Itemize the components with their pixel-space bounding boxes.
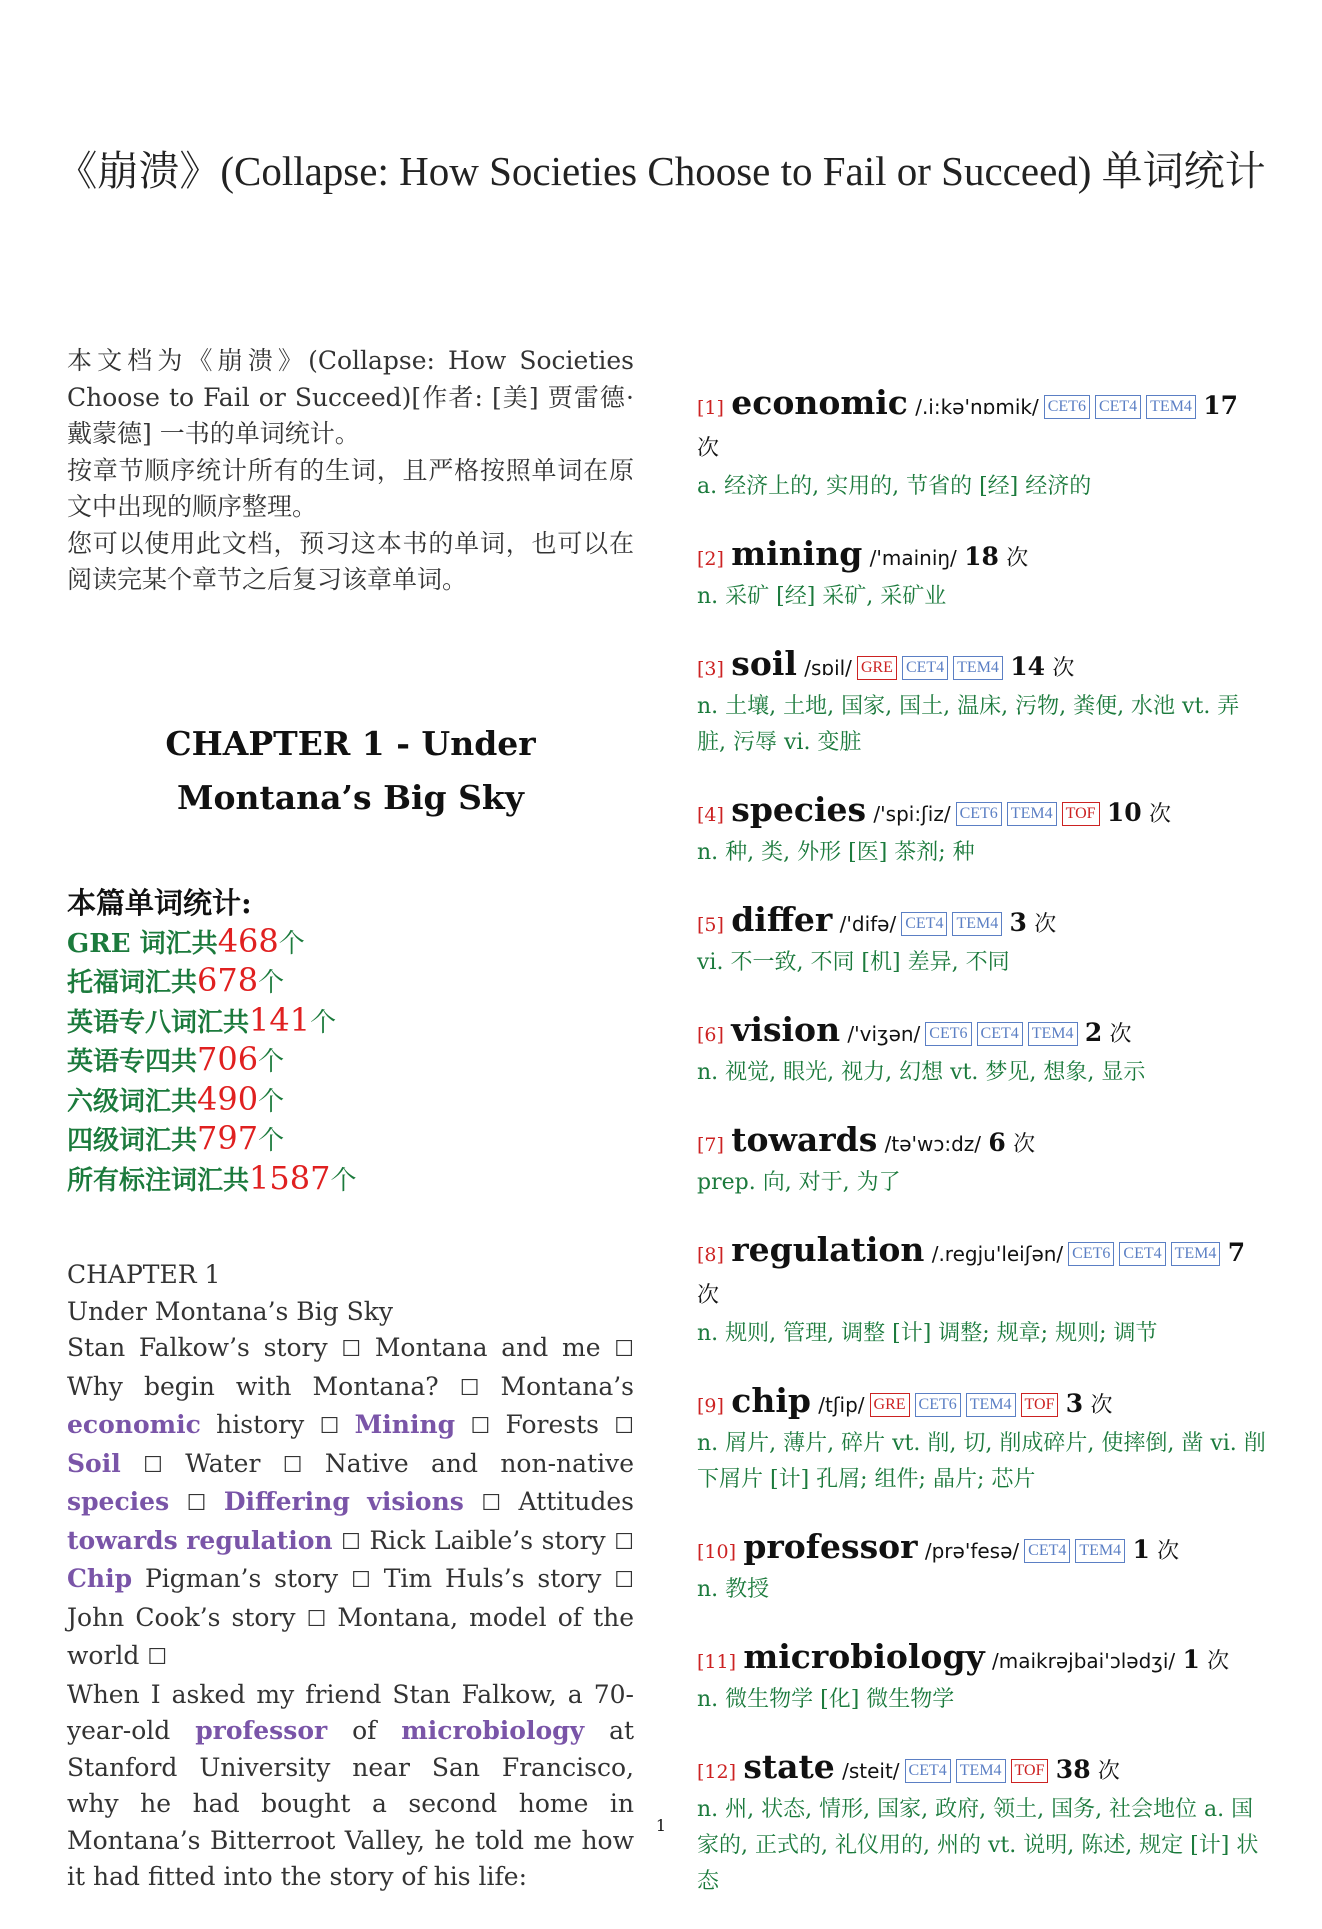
toc-item: Why begin with Montana? <box>67 1371 439 1401</box>
entry-definition: n. 采矿 [经] 采矿, 采矿业 <box>697 584 947 609</box>
entry-definition: n. 屑片, 薄片, 碎片 vt. 削, 切, 削成碎片, 使摔倒, 凿 vi. 削下屑片 [计] 孔屑; 组件; 晶片; 芯片 <box>697 1431 1266 1492</box>
vocab-entry <box>697 790 1267 871</box>
stat-label: 四级词汇共 <box>67 1126 198 1156</box>
stat-count: 706 <box>197 1040 259 1078</box>
entry-phonetic: /.i:kə'nɒmik/ <box>915 395 1039 419</box>
count-unit: 次 <box>1052 656 1075 681</box>
entry-phonetic: /prə'fesə/ <box>924 1539 1020 1563</box>
vocab-entry <box>697 534 1267 615</box>
toc-item: Montana, model of the world <box>67 1602 635 1670</box>
entry-phonetic: /steit/ <box>842 1759 900 1783</box>
vocab-entry <box>697 1120 1267 1201</box>
stat-unit: 个 <box>310 1007 337 1038</box>
box-glyph: ☐ <box>614 1568 635 1593</box>
entry-head <box>697 534 1267 579</box>
entry-definition: vi. 不一致, 不同 [机] 差异, 不同 <box>697 950 1010 975</box>
box-glyph: ☐ <box>470 1414 491 1439</box>
entry-index: [11] <box>697 1651 737 1673</box>
entry-index: [2] <box>697 548 724 570</box>
stat-line <box>67 1041 634 1081</box>
toc-item: Native and non-native <box>324 1448 634 1478</box>
vocab-entry <box>697 644 1267 761</box>
level-tag: TEM4 <box>1171 1242 1221 1266</box>
document-title: 《崩溃》(Collapse: How Societies Choose to Fail or Succeed) 单词统计 <box>56 148 1266 194</box>
chapter-heading: CHAPTER 1 - Under Montana’s Big Sky <box>165 723 536 817</box>
level-tag: CET4 <box>905 1759 951 1783</box>
highlighted-word: regulation <box>186 1525 333 1555</box>
entry-word: vision <box>731 1010 841 1049</box>
box-glyph: ☐ <box>341 1529 361 1555</box>
entry-phonetic: /'viʒən/ <box>847 1022 921 1046</box>
entry-count: 2 <box>1084 1018 1103 1047</box>
count-unit: 次 <box>1090 1393 1113 1418</box>
level-tag: TOF <box>1021 1393 1059 1417</box>
toc-item: Forests <box>505 1410 599 1439</box>
box-glyph: ☐ <box>614 1414 635 1439</box>
stat-unit: 个 <box>258 968 285 998</box>
level-tag: CET4 <box>901 912 947 936</box>
stat-line <box>67 1081 634 1121</box>
entry-index: [12] <box>697 1761 737 1783</box>
entry-index: [9] <box>697 1395 724 1417</box>
entry-count: 1 <box>1132 1535 1150 1564</box>
level-tag: TEM4 <box>953 656 1003 680</box>
stat-label: 英语专八词汇共 <box>67 1007 250 1038</box>
vocabulary-list <box>697 383 1267 1929</box>
entry-count: 38 <box>1055 1755 1091 1784</box>
stat-label: GRE 词汇共 <box>67 928 218 959</box>
entry-count: 3 <box>1065 1389 1084 1418</box>
level-tag: TEM4 <box>966 1393 1016 1417</box>
left-column <box>67 343 634 1896</box>
level-tag: CET6 <box>1068 1242 1114 1266</box>
stat-unit: 个 <box>258 1047 285 1077</box>
highlighted-word: visions <box>367 1487 464 1516</box>
stat-label: 托福词汇共 <box>67 968 198 998</box>
stats-title: 本篇单词统计: <box>67 885 252 920</box>
entry-count: 7 <box>1227 1238 1246 1267</box>
box-glyph: ☐ <box>282 1452 303 1478</box>
stat-label: 六级词汇共 <box>67 1086 198 1117</box>
level-tag: CET4 <box>1024 1539 1070 1563</box>
entry-count: 18 <box>964 542 999 571</box>
highlighted-word: microbiology <box>401 1716 585 1745</box>
toc-item: Pigman’s story <box>144 1564 339 1593</box>
box-glyph: ☐ <box>614 1529 634 1555</box>
level-tag: CET6 <box>915 1393 961 1417</box>
stat-line <box>67 923 634 963</box>
vocab-entry <box>697 900 1267 981</box>
entry-word: microbiology <box>743 1637 985 1676</box>
stats-section <box>67 883 634 1200</box>
highlighted-word: Chip <box>67 1564 133 1593</box>
entry-head <box>697 1637 1267 1682</box>
vocab-entry <box>697 1527 1267 1608</box>
stat-count: 141 <box>249 1000 311 1039</box>
entry-head <box>697 1527 1267 1572</box>
level-tag: TEM4 <box>1075 1539 1125 1563</box>
chapter-subtitle: Under Montana’s Big Sky <box>67 1296 394 1326</box>
vocab-entry <box>697 383 1267 505</box>
entry-word: regulation <box>731 1230 925 1269</box>
level-tag: TEM4 <box>1146 395 1196 419</box>
box-glyph: ☐ <box>614 1337 635 1362</box>
entry-index: [3] <box>697 658 724 680</box>
entry-phonetic: /tʃip/ <box>818 1393 865 1417</box>
entry-index: [10] <box>697 1541 737 1563</box>
intro-paragraph: 您可以使用此文档，预习这本书的单词，也可以在阅读完某个章节之后复习该章单词。 <box>67 528 634 594</box>
level-tag: TEM4 <box>1028 1022 1078 1046</box>
chapter-toc <box>67 1330 634 1677</box>
level-tag: CET6 <box>956 802 1002 826</box>
chapter-paragraph: When I asked my friend Stan Falkow, a 70-year-old professor of microbiology at Stanford University near San Francisco, why he had bought a second home in Montana’s Bitterroot Valley, he told me how it had fitted into the story of his life: <box>67 1679 635 1891</box>
entry-index: [8] <box>697 1244 724 1266</box>
entry-head <box>697 1120 1267 1165</box>
entry-head <box>697 900 1267 945</box>
entry-definition: n. 规则, 管理, 调整 [计] 调整; 规章; 规则; 调节 <box>697 1321 1158 1346</box>
count-unit: 次 <box>1034 912 1057 937</box>
highlighted-word: Mining <box>354 1410 456 1439</box>
entry-word: soil <box>731 644 797 683</box>
toc-item: John Cook’s story <box>67 1602 296 1632</box>
page-number: 1 <box>655 1816 667 1835</box>
stat-unit: 个 <box>258 1086 285 1117</box>
level-tag: GRE <box>857 656 897 680</box>
entry-definition: n. 州, 状态, 情形, 国家, 政府, 领土, 国务, 社会地位 a. 国家的, 正式的, 礼仪用的, 州的 vt. 说明, 陈述, 规定 [计] 状态 <box>697 1797 1259 1894</box>
toc-item: Stan Falkow’s story <box>67 1333 328 1362</box>
toc-item: Montana’s <box>500 1371 634 1401</box>
entry-count: 17 <box>1203 391 1239 420</box>
entry-count: 6 <box>988 1128 1006 1157</box>
box-glyph: ☐ <box>186 1491 207 1516</box>
entry-definition: n. 种, 类, 外形 [医] 茶剂; 种 <box>697 840 975 865</box>
entry-phonetic: /.regju'leiʃən/ <box>931 1242 1064 1266</box>
level-tag: TEM4 <box>1007 802 1057 826</box>
entry-index: [1] <box>697 397 724 419</box>
stat-label: 所有标注词汇共 <box>67 1165 250 1196</box>
stats-list <box>67 923 634 1200</box>
stat-line <box>67 1120 634 1160</box>
entry-index: [6] <box>697 1024 724 1046</box>
box-glyph: ☐ <box>319 1414 340 1439</box>
vocab-entry <box>697 1010 1267 1091</box>
level-tag: CET4 <box>1119 1242 1165 1266</box>
entry-count: 3 <box>1009 908 1027 937</box>
intro-paragraph: 按章节顺序统计所有的生词，且严格按照单词在原文中出现的顺序整理。 <box>67 455 634 521</box>
box-glyph: ☐ <box>481 1491 502 1516</box>
toc-item: Attitudes <box>518 1487 635 1516</box>
highlighted-word: professor <box>195 1716 328 1745</box>
entry-phonetic: /tə'wɔ:dz/ <box>884 1132 982 1156</box>
vocab-entry <box>697 1381 1267 1498</box>
count-unit: 次 <box>1006 546 1029 571</box>
entry-definition: prep. 向, 对于, 为了 <box>697 1170 901 1195</box>
entry-word: economic <box>731 383 908 422</box>
box-glyph: ☐ <box>341 1337 362 1362</box>
toc-item: Water <box>185 1448 261 1478</box>
entry-word: species <box>731 790 867 829</box>
highlighted-word: economic <box>67 1410 201 1439</box>
entry-phonetic: /'mainiŋ/ <box>869 546 957 570</box>
level-tag: CET4 <box>902 656 948 680</box>
level-tag: TEM4 <box>956 1759 1006 1783</box>
box-glyph: ☐ <box>143 1452 163 1478</box>
level-tag: TEM4 <box>952 912 1002 936</box>
entry-definition: a. 经济上的, 实用的, 节省的 [经] 经济的 <box>697 474 1092 499</box>
highlighted-word: species <box>67 1487 170 1516</box>
stat-count: 490 <box>197 1079 259 1118</box>
box-glyph: ☐ <box>147 1645 168 1670</box>
entry-definition: n. 土壤, 土地, 国家, 国土, 温床, 污物, 粪便, 水池 vt. 弄脏, 污辱 vi. 变脏 <box>697 694 1240 755</box>
entry-count: 1 <box>1182 1645 1200 1674</box>
entry-phonetic: /maikrəjbai'ɔlədʒi/ <box>992 1649 1176 1673</box>
entry-head <box>697 1381 1267 1426</box>
entry-count: 14 <box>1010 652 1046 681</box>
count-unit: 次 <box>1109 1022 1132 1047</box>
stat-label: 英语专四共 <box>67 1047 198 1077</box>
toc-item: Rick Laible’s story <box>369 1525 606 1555</box>
entry-phonetic: /sɒil/ <box>804 656 852 680</box>
entry-definition: n. 教授 <box>697 1577 770 1602</box>
entry-head <box>697 1747 1267 1792</box>
count-unit: 次 <box>697 1283 720 1308</box>
entry-word: professor <box>743 1527 918 1566</box>
count-unit: 次 <box>1207 1649 1230 1674</box>
toc-item: Montana and me <box>374 1333 601 1362</box>
entry-head <box>697 1010 1267 1055</box>
toc-item: Tim Huls’s story <box>383 1564 602 1593</box>
stat-unit: 个 <box>258 1126 285 1156</box>
entry-head <box>697 790 1267 835</box>
entry-word: mining <box>731 534 863 573</box>
entry-word: towards <box>731 1120 878 1159</box>
level-tag: CET6 <box>1044 395 1090 419</box>
entry-index: [4] <box>697 804 724 826</box>
entry-head <box>697 1230 1267 1316</box>
level-tag: TOF <box>1062 802 1100 826</box>
entry-index: [7] <box>697 1134 724 1156</box>
vocab-entry <box>697 1637 1267 1718</box>
highlighted-word: Differing <box>223 1487 350 1516</box>
level-tag: GRE <box>870 1393 910 1417</box>
count-unit: 次 <box>1013 1132 1036 1157</box>
box-glyph: ☐ <box>351 1568 371 1593</box>
stat-unit: 个 <box>278 928 305 959</box>
entry-definition: n. 微生物学 [化] 微生物学 <box>697 1687 955 1712</box>
stat-count: 468 <box>217 921 279 960</box>
stat-unit: 个 <box>330 1165 357 1196</box>
intro <box>67 343 634 599</box>
level-tag: CET6 <box>925 1022 971 1046</box>
box-glyph: ☐ <box>306 1606 327 1632</box>
entry-word: differ <box>731 900 833 939</box>
box-glyph: ☐ <box>459 1375 480 1401</box>
entry-phonetic: /'spi:ʃiz/ <box>873 802 951 826</box>
count-unit: 次 <box>697 436 720 461</box>
entry-head <box>697 383 1267 469</box>
count-unit: 次 <box>1157 1539 1180 1564</box>
stat-line <box>67 962 634 1002</box>
vocab-entry <box>697 1230 1267 1352</box>
count-unit: 次 <box>1097 1759 1120 1784</box>
toc-item: history <box>216 1410 305 1439</box>
entry-word: state <box>743 1747 835 1786</box>
stat-count: 797 <box>197 1119 259 1157</box>
chapter-text <box>67 1257 634 1896</box>
stat-line <box>67 1002 634 1042</box>
count-unit: 次 <box>1148 802 1171 827</box>
entry-word: chip <box>731 1381 811 1420</box>
highlighted-word: towards <box>67 1525 178 1555</box>
intro-paragraph: 本文档为《崩溃》(Collapse: How Societies Choose to Fail or Succeed)[作者: [美] 贾雷德·戴蒙德] 一书的单词统计。 <box>67 346 634 448</box>
stat-count: 678 <box>197 961 259 999</box>
entry-phonetic: /'difə/ <box>839 912 897 936</box>
entry-count: 10 <box>1106 798 1142 827</box>
chapter-label: CHAPTER 1 <box>67 1260 221 1289</box>
stat-count: 1587 <box>249 1158 331 1197</box>
highlighted-word: Soil <box>67 1448 121 1478</box>
level-tag: CET4 <box>977 1022 1023 1046</box>
level-tag: TOF <box>1011 1759 1049 1783</box>
level-tag: CET4 <box>1095 395 1141 419</box>
entry-index: [5] <box>697 914 724 936</box>
entry-definition: n. 视觉, 眼光, 视力, 幻想 vt. 梦见, 想象, 显示 <box>697 1060 1146 1085</box>
entry-head <box>697 644 1267 689</box>
stat-line <box>67 1160 634 1200</box>
